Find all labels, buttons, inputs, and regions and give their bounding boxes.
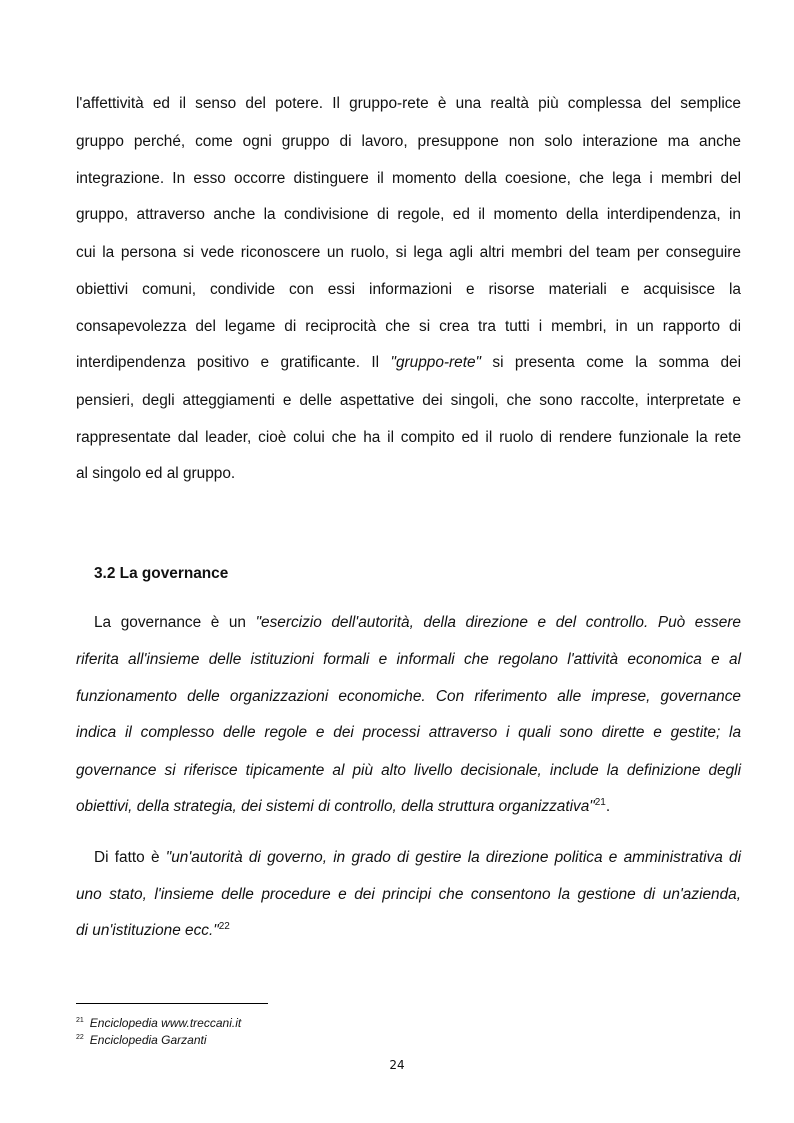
footnote-ref-21[interactable]: 21 <box>594 797 606 808</box>
paragraph1-line7: consapevolezza del legame di reciprocità che si crea tra tutti i membri, in un rapporto di <box>76 318 741 335</box>
paragraph2-line2 <box>76 650 741 670</box>
paragraph3-line2-text: uno stato, l'insieme delle procedure e dei principi che consentono la gestione di un'azienda, <box>76 886 741 903</box>
paragraph3-line1-start: Di fatto è <box>94 849 160 866</box>
paragraph3-line3-text: di un'istituzione ecc." <box>76 922 219 939</box>
footnote-divider <box>76 1003 268 1004</box>
paragraph1-line8-start: interdipendenza positivo e gratificante. Il <box>76 354 380 371</box>
footnote-21 <box>76 1013 241 1031</box>
paragraph3-line1-quote: "un'autorità di governo, in grado di gestire la direzione politica e amministrativa di <box>165 849 741 866</box>
paragraph2-line1 <box>94 613 741 633</box>
gruppo-rete-quote: "gruppo-rete" <box>390 354 482 371</box>
page-number: 24 <box>389 1058 405 1072</box>
paragraph2-line5-text: governance si riferisce tipicamente al più alto livello decisionale, include la definizione degli <box>76 762 741 779</box>
paragraph2-line3 <box>76 687 741 707</box>
paragraph2-line6-text: obiettivi, della strategia, dei sistemi di controllo, della struttura organizzativa" <box>76 798 595 815</box>
footnote-text: Enciclopedia www.treccani.it <box>89 1016 242 1030</box>
paragraph2-line6 <box>76 797 741 817</box>
footnote-text: Enciclopedia Garzanti <box>89 1033 207 1047</box>
paragraph1-line5: cui la persona si vede riconoscere un ruolo, si lega agli altri membri del team per conseguire <box>76 244 741 261</box>
paragraph3-line2 <box>76 885 741 905</box>
paragraph1-line8 <box>76 353 741 373</box>
paragraph1-line2: gruppo perché, come ogni gruppo di lavoro, presuppone non solo interazione ma anche <box>76 133 741 150</box>
paragraph2-line4-text: indica il complesso delle regole e dei processi attraverso i quali sono dirette e gestite; la <box>76 724 741 741</box>
paragraph1-line9: pensieri, degli atteggiamenti e delle aspettative dei singoli, che sono raccolte, interpretate e <box>76 392 741 409</box>
footnote-number: 21 <box>76 1017 84 1024</box>
paragraph1-line6: obiettivi comuni, condivide con essi informazioni e risorse materiali e acquisisce la <box>76 281 741 298</box>
paragraph2-line1-quote: "esercizio dell'autorità, della direzione e del controllo. Può essere <box>255 614 741 631</box>
paragraph2-line1-start: La governance è un <box>94 614 246 631</box>
paragraph2-line6-period: . <box>605 798 611 815</box>
paragraph1-line8-end: si presenta come la somma dei <box>492 354 742 371</box>
section-heading: 3.2 La governance <box>94 565 229 582</box>
paragraph1-line1: l'affettività ed il senso del potere. Il gruppo-rete è una realtà più complessa del semplice <box>76 95 741 112</box>
paragraph1-line3: integrazione. In esso occorre distinguere il momento della coesione, che lega i membri del <box>76 170 741 187</box>
paragraph2-line3-text: funzionamento delle organizzazioni economiche. Con riferimento alle imprese, governance <box>76 688 741 705</box>
paragraph2-line2-text: riferita all'insieme delle istituzioni formali e informali che regolano l'attività economica e al <box>76 651 741 668</box>
paragraph1-line11: al singolo ed al gruppo. <box>76 465 236 482</box>
footnote-ref-22[interactable]: 22 <box>218 921 230 932</box>
footnote-number: 22 <box>76 1034 84 1041</box>
paragraph2-line5 <box>76 761 741 781</box>
paragraph3-line1 <box>94 848 741 868</box>
paragraph1-line4: gruppo, attraverso anche la condivisione di regole, ed il momento della interdipendenza, in <box>76 206 741 223</box>
paragraph3-line3 <box>76 921 741 941</box>
paragraph1-line10: rappresentate dal leader, cioè colui che ha il compito ed il ruolo di rendere funzionale la rete <box>76 429 741 446</box>
paragraph2-line4 <box>76 723 741 743</box>
footnote-22 <box>76 1030 207 1048</box>
